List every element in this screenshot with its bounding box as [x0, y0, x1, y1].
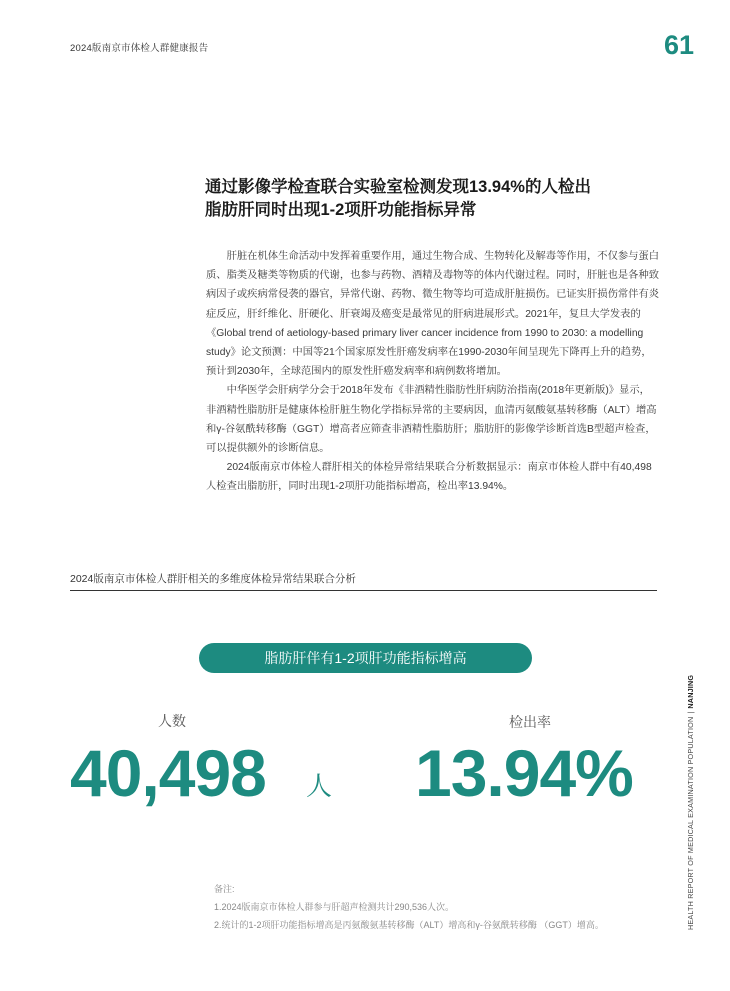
note-item-1: 1.2024版南京市体检人群参与肝超声检测共计290,536人次。 — [214, 902, 455, 912]
section-divider — [70, 590, 657, 591]
highlight-pill: 脂肪肝伴有1-2项肝功能指标增高 — [199, 643, 532, 673]
persons-value: 40,498 — [70, 736, 266, 810]
notes-heading: 备注: — [214, 884, 235, 894]
body-text — [206, 247, 660, 497]
page-number: 61 — [664, 30, 695, 60]
side-tab-city: NANJING — [686, 674, 695, 709]
body-paragraph-2: 中华医学会肝病学分会于2018年发布《非酒精性脂肪性肝病防治指南(2018年更新版)》显示，非酒精性脂肪肝是健康体检肝脏生物化学指标异常的主要病因，血清丙氨酸氨基转移酶（ALT）增高和γ-谷氨酰转移酶（GGT）增高者应筛查非酒精性脂肪肝；脂肪肝的影像学诊断首选B型超声检查，可以提供额外的诊断信息。 — [206, 385, 657, 455]
body-paragraph-3: 2024版南京市体检人群肝相关的体检异常结果联合分析数据显示：南京市体检人群中有40,498人检查出脂肪肝，同时出现1-2项肝功能指标增高，检出率13.94%。 — [206, 462, 652, 493]
report-title: 2024版南京市体检人群健康报告 — [70, 43, 209, 54]
notes — [214, 880, 674, 934]
rate-label: 检出率 — [509, 714, 551, 730]
side-tab-text: HEALTH REPORT OF MEDICAL EXAMINATION POPULATION — [686, 716, 695, 930]
section-title: 2024版南京市体检人群肝相关的多维度体检异常结果联合分析 — [70, 573, 356, 585]
side-tab — [686, 674, 698, 930]
headline-line-1: 通过影像学检查联合实验室检测发现13.94%的人检出 — [205, 178, 591, 196]
headline-line-2: 脂肪肝同时出现1-2项肝功能指标异常 — [205, 201, 477, 219]
persons-unit: 人 — [306, 771, 333, 801]
note-item-2: 2.统计的1-2项肝功能指标增高是丙氨酸氨基转移酶（ALT）增高和γ-谷氨酰转移酶 （GGT）增高。 — [214, 920, 604, 930]
rate-value: 13.94% — [415, 736, 633, 810]
headline — [205, 176, 665, 222]
body-paragraph-1: 肝脏在机体生命活动中发挥着重要作用，通过生物合成、生物转化及解毒等作用，不仅参与蛋白质、脂类及糖类等物质的代谢，也参与药物、酒精及毒物等的体内代谢过程。同时，肝脏也是各种致病因子或疾病常侵袭的器官，异常代谢、药物、微生物等均可造成肝脏损伤。已证实肝损伤常伴有炎症反应，肝纤维化、肝硬化、肝衰竭及癌变是最常见的肝病进展形式。2021年，复旦大学发表的《Global trend of aetiology-based primary liver cancer incidence from 1990 to 2030: a modelling study》论文预测：中国等21个国家原发性肝癌发病率在1990-2030年间呈现先下降再上升的趋势，预计到2030年，全球范围内的原发性肝癌发病率和病例数将增加。 — [206, 251, 660, 378]
persons-label: 人数 — [158, 713, 186, 729]
side-tab-separator: | — [686, 711, 695, 714]
